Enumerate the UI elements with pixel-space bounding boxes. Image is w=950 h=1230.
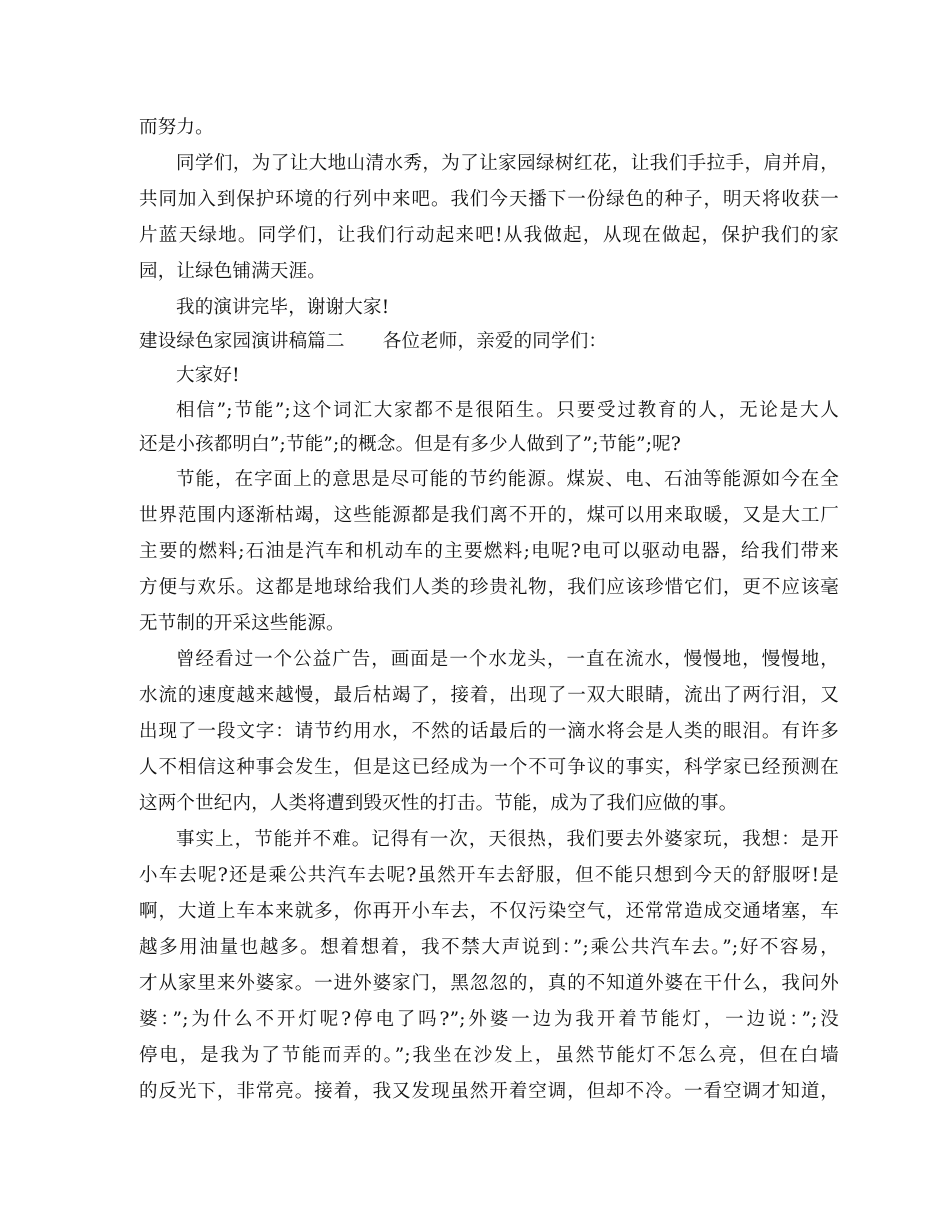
section-title: 建设绿色家园演讲稿篇二 bbox=[139, 331, 345, 352]
text-line: 水流的速度越来越慢，最后枯竭了，接着，出现了一双大眼睛，流出了两行泪，又 bbox=[139, 685, 839, 706]
text-line: 停电，是我为了节能而弄的。”;我坐在沙发上，虽然节能灯不怎么亮，但在白墙 bbox=[139, 1045, 839, 1066]
text-line: 小车去呢?还是乘公共汽车去呢?虽然开车去舒服，但不能只想到今天的舒服呀!是 bbox=[139, 865, 839, 886]
text-line: 世界范围内逐渐枯竭，这些能源都是我们离不开的，煤可以用来取暖，又是大工厂 bbox=[139, 505, 839, 526]
section-heading-line bbox=[139, 327, 839, 357]
text-line: 出现了一段文字：请节约用水，不然的话最后的一滴水将会是人类的眼泪。有许多 bbox=[139, 721, 839, 742]
text-line: 大家好! bbox=[176, 365, 240, 386]
text-line: 片蓝天绿地。同学们，让我们行动起来吧!从我做起，从现在做起，保护我们的家 bbox=[139, 225, 839, 246]
text-line: 还是小孩都明白”;节能”;的概念。但是有多少人做到了”;节能”;呢? bbox=[139, 434, 681, 455]
text-line: 无节制的开采这些能源。 bbox=[139, 613, 345, 634]
text-line: 越多用油量也越多。想着想着，我不禁大声说到：”;乘公共汽车去。”;好不容易， bbox=[139, 937, 839, 958]
text-line: 的反光下，非常亮。接着，我又发现虽然开着空调，但却不冷。一看空调才知道， bbox=[139, 1081, 839, 1102]
text-line: 我的演讲完毕，谢谢大家! bbox=[176, 297, 390, 318]
text-line: 啊，大道上车本来就多，你再开小车去，不仅污染空气，还常常造成交通堵塞，车 bbox=[139, 901, 839, 922]
text-line: 主要的燃料;石油是汽车和机动车的主要燃料;电呢?电可以驱动电器，给我们带来 bbox=[139, 541, 839, 562]
text-line: 这两个世纪内，人类将遭到毁灭性的打击。节能，成为了我们应做的事。 bbox=[139, 793, 738, 814]
text-line: 而努力。 bbox=[139, 117, 214, 138]
text-line: 节能，在字面上的意思是尽可能的节约能源。煤炭、电、石油等能源如今在全 bbox=[176, 469, 839, 490]
text-line: 方便与欢乐。这都是地球给我们人类的珍贵礼物，我们应该珍惜它们，更不应该毫 bbox=[139, 577, 839, 598]
text-line: 婆：”;为什么不开灯呢?停电了吗?”;外婆一边为我开着节能灯，一边说：”;没 bbox=[139, 1009, 839, 1030]
text-line: 曾经看过一个公益广告，画面是一个水龙头，一直在流水，慢慢地，慢慢地， bbox=[176, 649, 839, 670]
text-line: 人不相信这种事会发生，但是这已经成为一个不可争议的事实，科学家已经预测在 bbox=[139, 757, 839, 778]
text-line: 园，让绿色铺满天涯。 bbox=[139, 261, 327, 282]
text-line: 才从家里来外婆家。一进外婆家门，黑忽忽的，真的不知道外婆在干什么，我问外 bbox=[139, 973, 839, 994]
text-line: 共同加入到保护环境的行列中来吧。我们今天播下一份绿色的种子，明天将收获一 bbox=[139, 189, 839, 210]
text-line: 事实上，节能并不难。记得有一次，天很热，我们要去外婆家玩，我想：是开 bbox=[176, 829, 839, 850]
salutation: 各位老师，亲爱的同学们： bbox=[382, 331, 608, 352]
text-line: 同学们，为了让大地山清水秀，为了让家园绿树红花，让我们手拉手，肩并肩， bbox=[176, 153, 839, 174]
text-line: 相信”;节能”;这个词汇大家都不是很陌生。只要受过教育的人，无论是大人 bbox=[176, 400, 839, 421]
